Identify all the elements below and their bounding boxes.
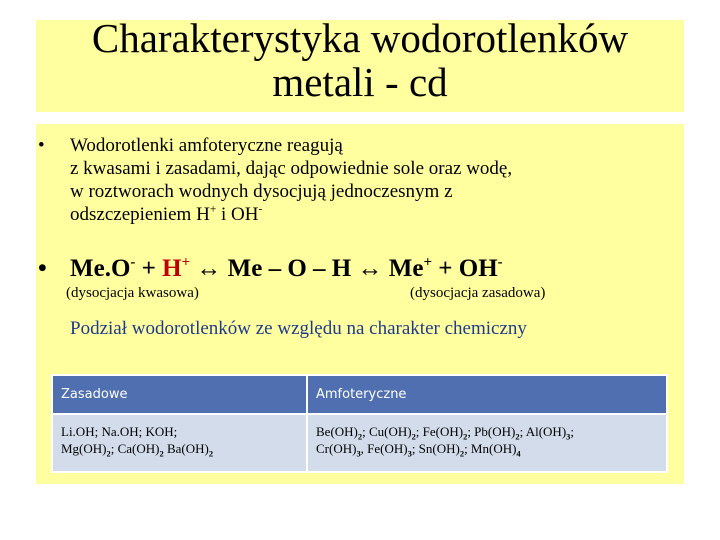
bullet-amphoteric bbox=[38, 134, 690, 226]
bullet1-line-4-text: odszczepieniem H bbox=[70, 204, 210, 225]
eq-meo: Me.O bbox=[70, 255, 131, 282]
basic-dissociation-label: (dysocjacja zasadowa) bbox=[410, 285, 546, 301]
eq-arrow-chain: ↔ Me – O – H ↔ Me bbox=[190, 255, 424, 282]
title-line-2: metali - cd bbox=[272, 59, 448, 105]
cell-basic-hydroxides: Li.OH; Na.OH; KOH; $Mg(OH)_2$; $Ca(OH)_2$ $Ba(OH)_2$ bbox=[52, 414, 307, 472]
title-line-1: Charakterystyka wodorotlenków bbox=[91, 15, 629, 61]
table-header-row bbox=[52, 375, 667, 414]
bullet1-line-3: w roztworach wodnych dysocjują jednoczesnym z bbox=[70, 181, 453, 202]
bullet-marker: • bbox=[38, 135, 45, 156]
eq-sup1: - bbox=[130, 254, 136, 271]
eq-plus1: + bbox=[135, 255, 163, 282]
bullet1-line-2: z kwasami i zasadami, dając odpowiednie sole oraz wodę, bbox=[70, 158, 513, 179]
header-basic: Zasadowe bbox=[52, 375, 307, 414]
eq-plus2: + OH bbox=[432, 255, 498, 282]
hydroxides-table bbox=[51, 374, 668, 473]
and-oh: i OH bbox=[216, 204, 259, 225]
acidic-dissociation-label: (dysocjacja kwasowa) bbox=[66, 285, 199, 301]
slide-title bbox=[36, 16, 684, 104]
dissociation-equation bbox=[38, 254, 503, 284]
cell-amphoteric-hydroxides: $Be(OH)_2$; $Cu(OH)_2$; $Fe(OH)_2$; $Pb(OH)_2$; $Al(OH)_3$; $Cr(OH)_3$, $Fe(OH)_3$; $Sn(OH)_2$; $Mn(OH)_4$ bbox=[307, 414, 667, 472]
eq-sup3: + bbox=[423, 254, 432, 271]
eq-sup4: - bbox=[497, 254, 503, 271]
bullet1-line-1: Wodorotlenki amfoteryczne reagują bbox=[70, 135, 343, 156]
bullet-marker: • bbox=[38, 255, 47, 282]
header-amphoteric: Amfoteryczne bbox=[307, 375, 667, 414]
eq-sup2: + bbox=[181, 254, 191, 271]
eq-h: H bbox=[162, 255, 182, 282]
h-ion-charge: + bbox=[209, 203, 217, 216]
classification-heading: Podział wodorotlenków ze względu na charakter chemiczny bbox=[70, 318, 527, 339]
table-row bbox=[52, 414, 667, 472]
bullet1-line-4 bbox=[70, 203, 690, 226]
oh-ion-charge: - bbox=[258, 203, 263, 216]
